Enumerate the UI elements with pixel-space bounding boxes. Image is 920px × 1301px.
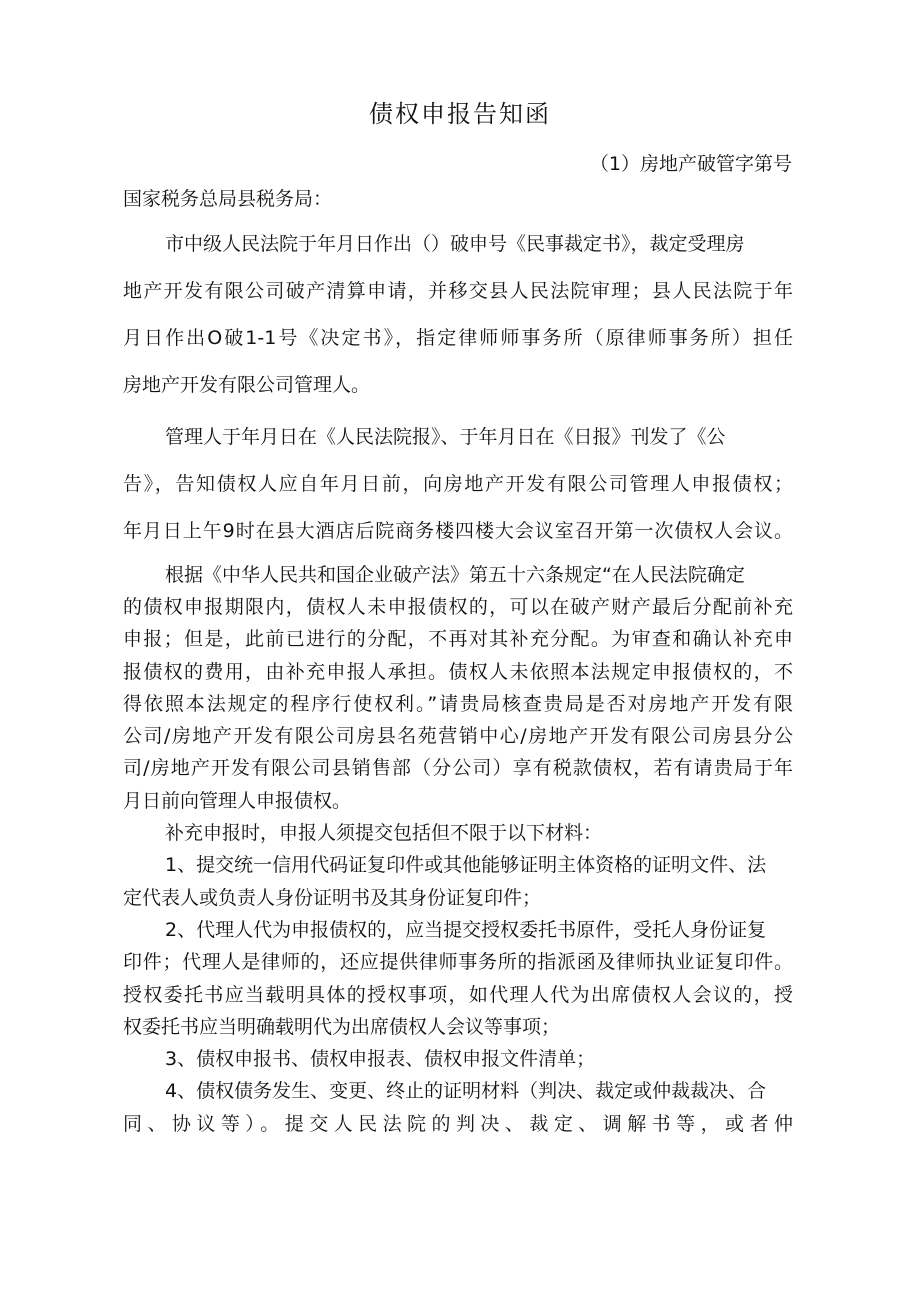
list-item-line: 印件；代理人是律师的，还应提供律师事务所的指派函及律师执业证复印件。 [123, 951, 793, 973]
list-item-line: 1、提交统一信用代码证复印件或其他能够证明主体资格的证明文件、法 [165, 854, 767, 876]
list-item-line: 3、债权申报书、债权申报表、债权申报文件清单； [165, 1048, 596, 1070]
list-item-line: 定代表人或负责人身份证明书及其身份证复印件； [123, 887, 542, 909]
list-item-line: 2、代理人代为申报债权的，应当提交授权委托书原件，受托人身份证复 [165, 919, 767, 941]
list-item-line: 授权委托书应当载明具体的授权事项，如代理人代为出席债权人会议的，授 [123, 984, 793, 1006]
paragraph-line: 告》，告知债权人应自年月日前，向房地产开发有限公司管理人申报债权； [123, 473, 793, 495]
paragraph-line: 房地产开发有限公司管理人。 [123, 374, 371, 396]
addressee: 国家税务总局县税务局： [123, 188, 333, 210]
list-item-line: 同、协议等）。提交人民法院的判决、裁定、调解书等，或者仲 [123, 1113, 793, 1135]
paragraph-line: 得依照本法规定的程序行使权利。”请贵局核查贵局是否对房地产开发有限 [123, 693, 793, 715]
paragraph-line: 申报；但是，此前已进行的分配，不再对其补充分配。为审查和确认补充申 [123, 628, 793, 650]
paragraph-line: 根据《中华人民共和国企业破产法》第五十六条规定“在人民法院确定 [165, 564, 745, 586]
document-title: 债权申报告知函 [369, 100, 551, 128]
paragraph-line: 年月日上午9时在县大酒店后院商务楼四楼大会议室召开第一次债权人会议。 [123, 520, 793, 542]
paragraph-line: 月日前向管理人申报债权。 [123, 790, 352, 812]
paragraph-line: 月日作出O破1-1号《决定书》，指定律师师事务所（原律师事务所）担任 [123, 327, 793, 349]
paragraph-line: 地产开发有限公司破产清算申请，并移交县人民法院审理；县人民法院于年 [123, 280, 793, 302]
list-item-line: 4、债权债务发生、变更、终止的证明材料（判决、裁定或仲裁裁决、合 [165, 1080, 767, 1102]
paragraph-line: 司/房地产开发有限公司县销售部（分公司）享有税款债权，若有请贵局于年 [123, 757, 793, 779]
document-number: （1）房地产破管字第号 [589, 153, 792, 175]
paragraph-line: 报债权的费用，由补充申报人承担。债权人未依照本法规定申报债权的，不 [123, 661, 793, 683]
paragraph-line: 的债权申报期限内，债权人未申报债权的，可以在破产财产最后分配前补充 [123, 596, 793, 618]
paragraph-line: 管理人于年月日在《人民法院报》、于年月日在《日报》刊发了《公 [165, 426, 726, 448]
paragraph-line: 补充申报时，申报人须提交包括但不限于以下材料： [165, 822, 603, 844]
list-item-line: 权委托书应当明确载明代为出席债权人会议等事项； [123, 1016, 561, 1038]
paragraph-line: 公司/房地产开发有限公司房县名苑营销中心/房地产开发有限公司房县分公 [123, 725, 793, 747]
paragraph-line: 市中级人民法院于年月日作出（）破申号《民事裁定书》，裁定受理房 [165, 233, 745, 255]
